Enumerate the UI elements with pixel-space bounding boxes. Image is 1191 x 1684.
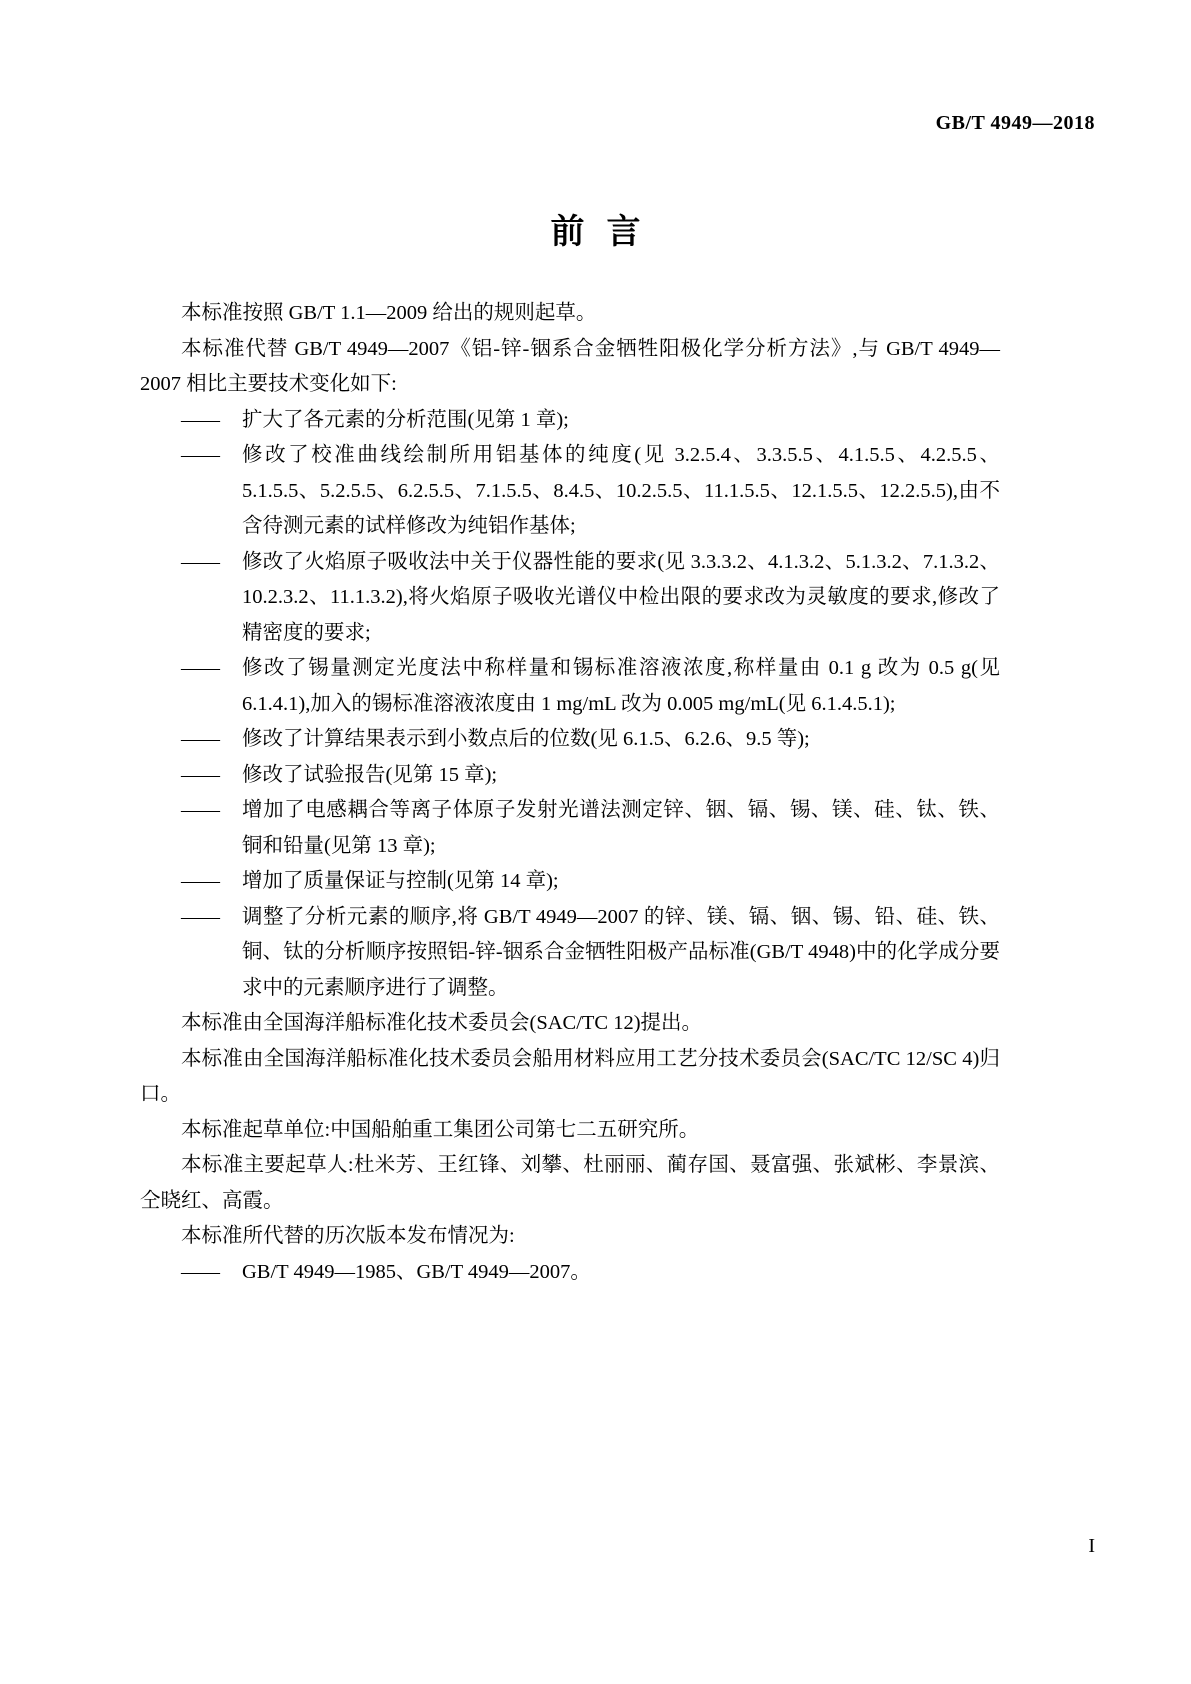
paragraph-main-drafters: 本标准主要起草人:杜米芳、王红锋、刘攀、杜丽丽、蔺存国、聂富强、张斌彬、李景滨、仝晓红、高霞。 [140,1154,1000,1212]
em-dash-marker: —— [181,550,218,573]
paragraph-replaces-standard: 本标准代替 GB/T 4949—2007《铝-锌-铟系合金牺牲阳极化学分析方法》,与 GB/T 4949—2007 相比主要技术变化如下: [140,337,1000,395]
paragraph-drafting-organization: 本标准起草单位:中国船舶重工集团公司第七二五研究所。 [181,1118,700,1141]
em-dash-marker: —— [181,657,218,679]
list-item [140,1255,1000,1291]
em-dash-marker: —— [181,444,218,466]
list-item-text: 扩大了各元素的分析范围(见第 1 章); [242,408,569,431]
em-dash-marker: —— [181,763,218,786]
list-item-text: 修改了试验报告(见第 15 章); [242,763,498,786]
page-title: 前言 [550,212,663,252]
list-item-text: 修改了计算结果表示到小数点后的位数(见 6.1.5、6.2.6、9.5 等); [242,728,810,750]
superseded-editions-list [140,1255,1000,1291]
paragraph-under-jurisdiction: 本标准由全国海洋船标准化技术委员会船用材料应用工艺分技术委员会(SAC/TC 12/SC 4)归口。 [140,1047,1000,1105]
list-item-text: 增加了电感耦合等离子体原子发射光谱法测定锌、铟、镉、锡、镁、硅、钛、铁、铜和铅量(见第 13 章); [242,799,1000,857]
list-item [140,403,1000,439]
list-item [140,545,1000,652]
list-item [140,864,1000,900]
em-dash-marker: —— [181,728,218,750]
list-item [140,651,1000,722]
paragraph-previous-editions-intro: 本标准所代替的历次版本发布情况为: [181,1225,515,1247]
list-item [140,722,1000,758]
list-item-text: GB/T 4949—1985、GB/T 4949—2007。 [242,1260,591,1283]
em-dash-marker: —— [181,905,218,928]
list-item-text: 修改了锡量测定光度法中称样量和锡标准溶液浓度,称样量由 0.1 g 改为 0.5 g(见 6.1.4.1),加入的锡标准溶液浓度由 1 mg/mL 改为 0.005 mg/mL(见 6.1.4.5.1); [242,657,1000,715]
list-item [140,900,1000,1007]
page-number: I [1088,1535,1095,1557]
technical-changes-list [140,403,1000,1007]
list-item [140,758,1000,794]
em-dash-marker: —— [181,1260,218,1283]
em-dash-marker: —— [181,408,218,431]
list-item [140,793,1000,864]
list-item-text: 修改了火焰原子吸收法中关于仪器性能的要求(见 3.3.3.2、4.1.3.2、5.1.3.2、7.1.3.2、10.2.3.2、11.1.3.2),将火焰原子吸收光谱仪中检出限的要求改为灵敏度的要求,修改了精密度的要求; [242,550,1000,644]
list-item-text: 修改了校准曲线绘制所用铝基体的纯度(见 3.2.5.4、3.3.5.5、4.1.5.5、4.2.5.5、5.1.5.5、5.2.5.5、6.2.5.5、7.1.5.5、8.4.5、10.2.5.5、11.1.5.5、12.1.5.5、12.2.5.5),由不含待测元素的试样修改为纯铝作基体; [242,444,1000,537]
list-item-text: 增加了质量保证与控制(见第 14 章); [242,870,559,892]
paragraph-drafting-rules: 本标准按照 GB/T 1.1—2009 给出的规则起草。 [181,302,597,324]
em-dash-marker: —— [181,870,218,892]
em-dash-marker: —— [181,799,218,821]
list-item [140,438,1000,545]
page-header-standard-code: GB/T 4949—2018 [935,112,1095,134]
paragraph-proposed-by: 本标准由全国海洋船标准化技术委员会(SAC/TC 12)提出。 [181,1012,703,1034]
list-item-text: 调整了分析元素的顺序,将 GB/T 4949—2007 的锌、镁、镉、铟、锡、铅、硅、铁、铜、钛的分析顺序按照铝-锌-铟系合金牺牲阳极产品标准(GB/T 4948)中的化学成分要求中的元素顺序进行了调整。 [242,905,1000,999]
document-body [140,296,1000,1290]
